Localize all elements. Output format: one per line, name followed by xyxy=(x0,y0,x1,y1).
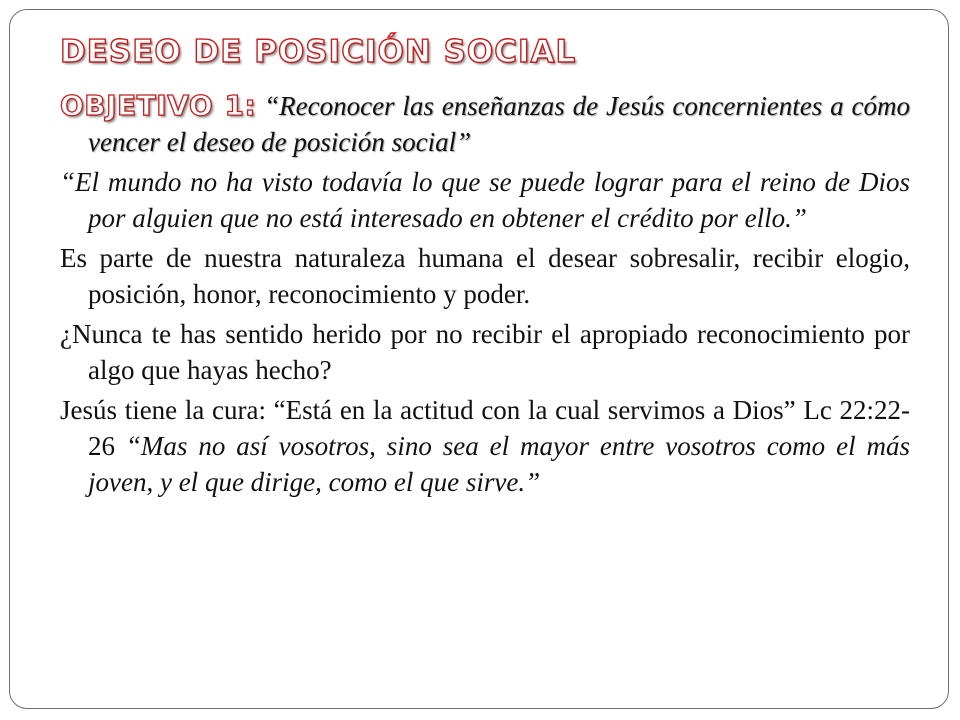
slide-body xyxy=(60,88,910,504)
paragraph-question: ¿Nunca te has sentido herido por no recibir el apropiado reconocimiento por algo que hayas hecho? xyxy=(60,319,910,385)
scripture-quote: “Mas no así vosotros, sino sea el mayor entre vosotros como el más joven, y el que dirige, como el que sirve.” xyxy=(88,431,910,497)
quote-paragraph: “El mundo no ha visto todavía lo que se puede lograr para el reino de Dios por alguien que no está interesado en obtener el crédito por ello.” xyxy=(60,167,910,233)
paragraph-cure xyxy=(60,392,910,500)
paragraph-human-nature: Es parte de nuestra naturaleza humana el desear sobresalir, recibir elogio, posición, honor, reconocimiento y poder. xyxy=(60,243,910,309)
cure-text: Jesús tiene la cura: “Está en la actitud con la cual servimos a Dios” Lc 22:22-26 xyxy=(60,395,910,461)
objective-paragraph xyxy=(60,88,910,160)
objective-label: OBJETIVO 1: xyxy=(60,89,257,122)
objective-text: “Reconocer las enseñanzas de Jesús concernientes a cómo vencer el deseo de posición social” xyxy=(88,91,910,157)
slide-title: DESEO DE POSICIÓN SOCIAL xyxy=(60,34,577,70)
